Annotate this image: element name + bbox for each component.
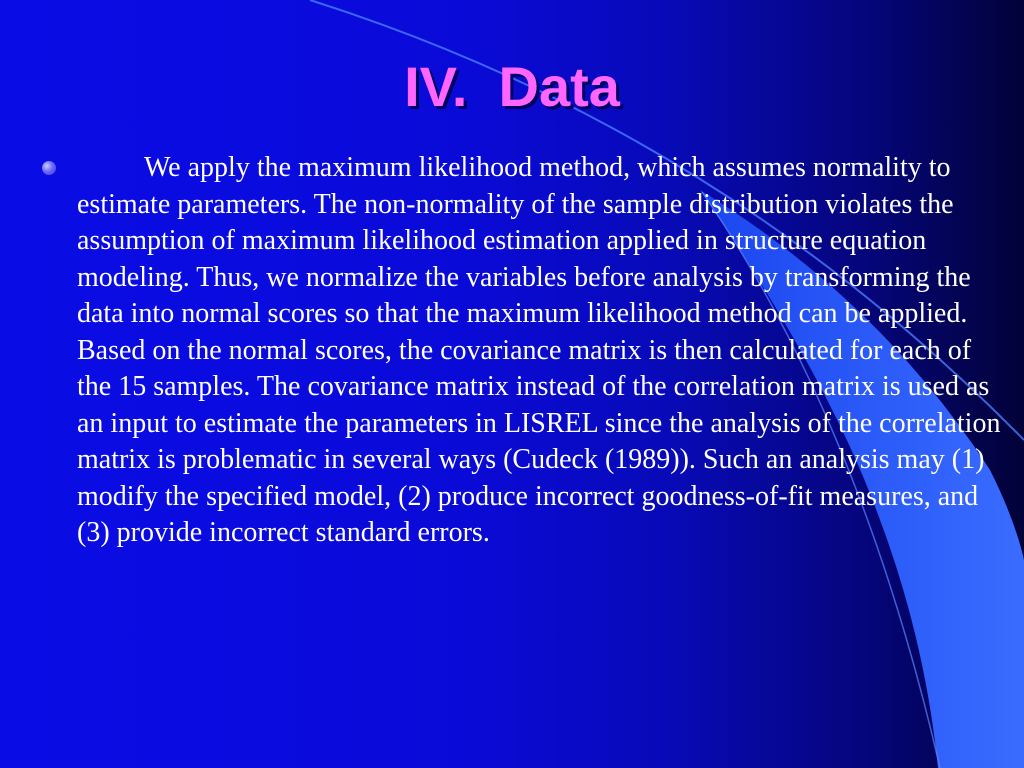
- blue-sphere-bullet-icon: [42, 161, 56, 175]
- bullet-item: [40, 150, 1006, 552]
- bullet-text: We apply the maximum likelihood method, which assumes normality to estimate parameters. The non-normality of the sample distribution violates the assumption of maximum likelihood estimation applied in structure equation modeling. Thus, we normalize the variables before analysis by transforming the data into normal scores so that the maximum likelihood method can be applied. Based on the normal scores, the covariance matrix is then calculated for each of the 15 samples. The covariance matrix instead of the correlation matrix is used as an input to estimate the parameters in LISREL since the analysis of the correlation matrix is problematic in several ways (Cudeck (1989)). Such an analysis may (1) modify the specified model, (2) produce incorrect goodness-of-fit measures, and (3) provide incorrect standard errors.: [77, 152, 1001, 548]
- slide-title: IV. Data: [404, 55, 620, 118]
- bullet-list: [40, 150, 1006, 552]
